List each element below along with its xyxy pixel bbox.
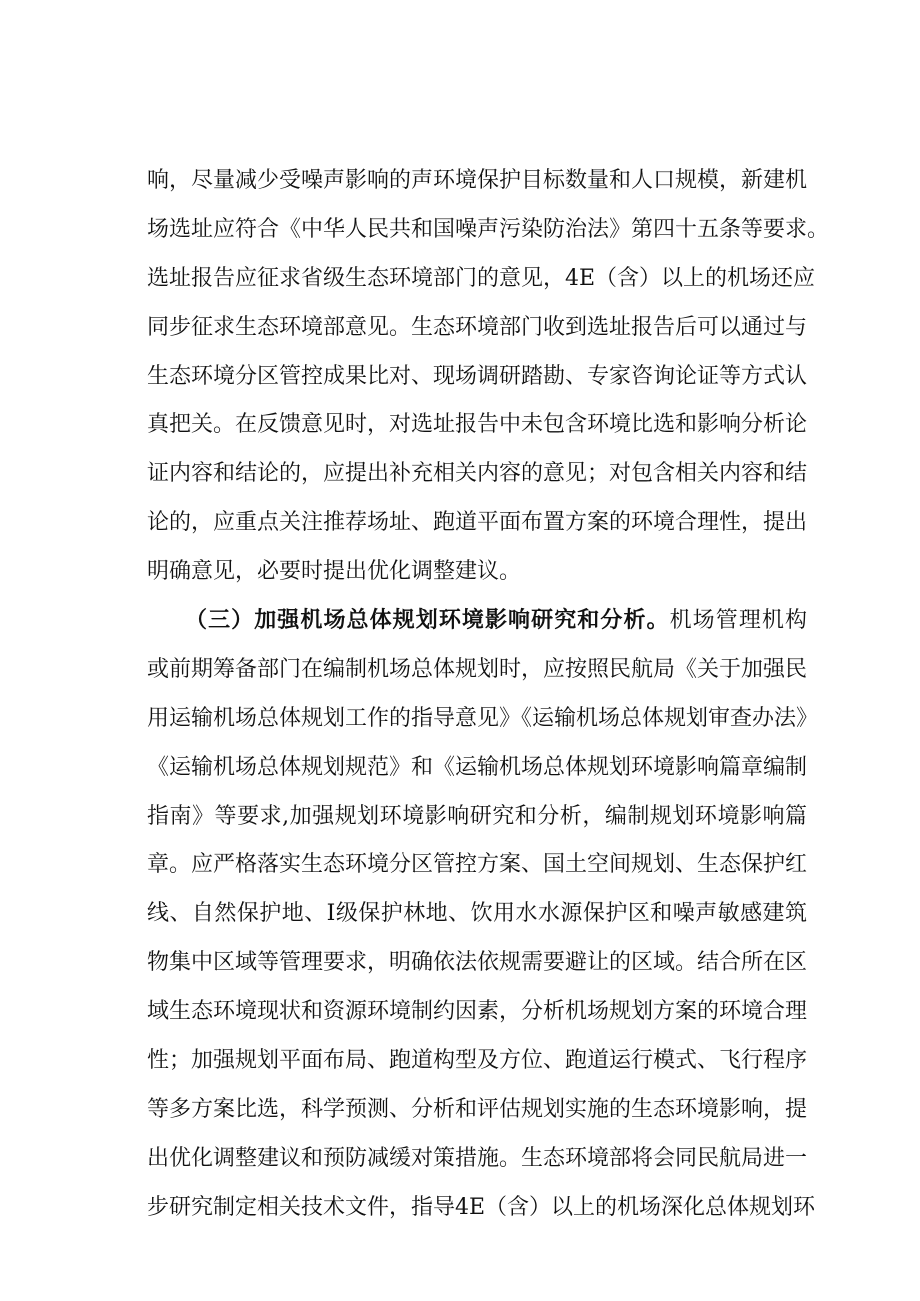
text-line: 场选址应符合《中华人民共和国噪声污染防治法》第四十五条等要求。 <box>147 216 830 242</box>
text-line: 生态环境分区管控成果比对、现场调研踏勘、专家咨询论证等方式认 <box>147 363 808 389</box>
text-line: 等多方案比选，科学预测、分析和评估规划实施的生态环境影响，提 <box>147 1096 808 1122</box>
text-line: 或前期筹备部门在编制机场总体规划时，应按照民航局《关于加强民 <box>147 656 808 682</box>
text-line: 真把关。在反馈意见时，对选址报告中未包含环境比选和影响分析论 <box>147 412 808 438</box>
section-heading-continuation: 机场管理机构 <box>669 608 807 634</box>
text-line: 步研究制定相关技术文件，指导4E（含）以上的机场深化总体规划环 <box>147 1194 816 1220</box>
text-line: 出优化调整建议和预防减缓对策措施。生态环境部将会同民航局进一 <box>147 1145 808 1171</box>
text-line: 性；加强规划平面布局、跑道构型及方位、跑道运行模式、飞行程序 <box>147 1048 808 1074</box>
text-line: 证内容和结论的，应提出补充相关内容的意见；对包含相关内容和结 <box>147 461 808 487</box>
document-body <box>147 157 830 1233</box>
section-heading-line <box>147 597 807 646</box>
text-line: 用运输机场总体规划工作的指导意见》《运输机场总体规划审查办法》 <box>147 705 819 731</box>
text-line: 同步征求生态环境部意见。生态环境部门收到选址报告后可以通过与 <box>147 314 808 340</box>
section-heading: （三）加强机场总体规划环境影响研究和分析。 <box>185 608 670 634</box>
text-line: 指南》等要求,加强规划环境影响研究和分析，编制规划环境影响篇 <box>147 803 807 829</box>
text-line: 域生态环境现状和资源环境制约因素，分析机场规划方案的环境合理 <box>147 999 808 1025</box>
text-line: 章。应严格落实生态环境分区管控方案、国土空间规划、生态保护红 <box>147 852 808 878</box>
text-line: 物集中区域等管理要求，明确依法依规需要避让的区域。结合所在区 <box>147 950 808 976</box>
text-line: 论的，应重点关注推荐场址、跑道平面布置方案的环境合理性，提出 <box>147 510 808 536</box>
text-line: 响，尽量减少受噪声影响的声环境保护目标数量和人口规模，新建机 <box>147 168 808 193</box>
text-line: 线、自然保护地、I级保护林地、饮用水水源保护区和噪声敏感建筑 <box>147 901 807 927</box>
text-line: 明确意见，必要时提出优化调整建议。 <box>147 559 522 585</box>
text-line: 选址报告应征求省级生态环境部门的意见，4E（含）以上的机场还应 <box>147 265 816 291</box>
text-line: 《运输机场总体规划规范》和《运输机场总体规划环境影响篇章编制 <box>147 754 808 780</box>
